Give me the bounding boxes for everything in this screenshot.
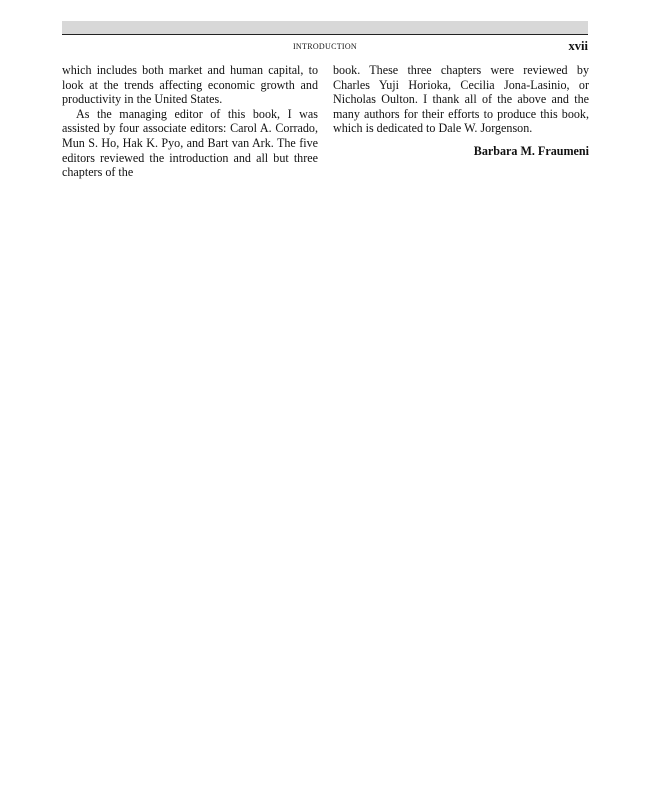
page-number: xvii — [568, 39, 588, 53]
header-rule — [62, 34, 588, 35]
header-band — [62, 21, 588, 34]
right-column — [333, 63, 589, 159]
right-paragraph-1: book. These three chapters were reviewed by Charles Yuji Horioka, Cecilia Jona-Lasinio, or Nicholas Oulton. I thank all of the above and the many authors for their efforts to produce this book, which is dedicated to Dale W. Jorgenson. — [333, 63, 589, 136]
left-paragraph-1: which includes both market and human capital, to look at the trends affecting economic growth and productivity in the United States. — [62, 63, 318, 107]
left-paragraph-2: As the managing editor of this book, I was assisted by four associate editors: Carol A. Corrado, Mun S. Ho, Hak K. Pyo, and Bart van Ark. The five editors reviewed the introduction and all but three chapters of the — [62, 106, 318, 180]
left-column — [62, 63, 318, 180]
running-head — [62, 40, 588, 54]
author-signature: Barbara M. Fraumeni — [473, 143, 589, 158]
running-title: INTRODUCTION — [292, 42, 358, 51]
